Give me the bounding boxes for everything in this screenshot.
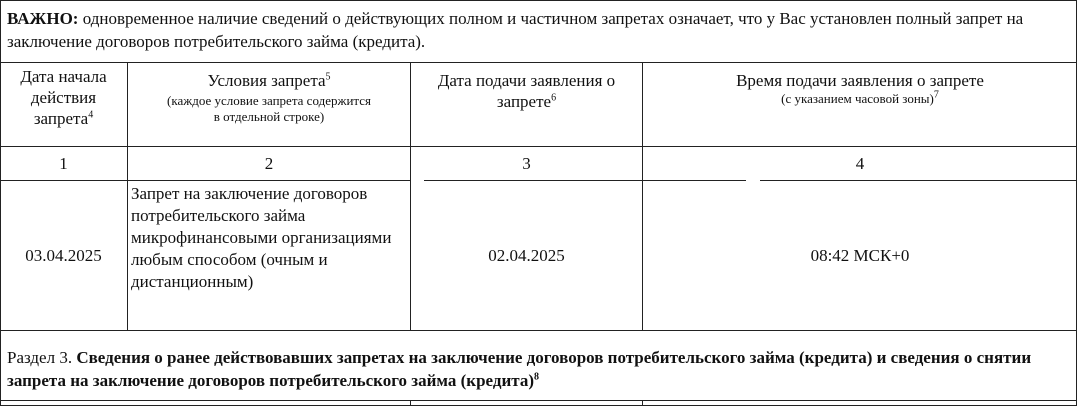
- table-bottom-border: [0, 330, 1077, 331]
- next-col-divider-3: [642, 400, 643, 406]
- row-application-time-text: 08:42 МСК+0: [810, 245, 910, 265]
- footnote-7: 7: [933, 89, 939, 101]
- column-number-4: [643, 147, 1077, 180]
- section-bottom-border: [0, 400, 1077, 401]
- column-number-3: [411, 147, 642, 180]
- header-conditions-subtitle: (каждое условие запрета содержится в отдельной строке): [167, 93, 371, 124]
- header-application-date: [411, 70, 642, 112]
- next-col-divider-2: [410, 400, 411, 406]
- footnote-6: 6: [551, 92, 557, 104]
- important-notice: [7, 7, 1069, 53]
- header-application-time-subtitle: (с указанием часовой зоны): [781, 91, 934, 106]
- row-start-date: [0, 181, 127, 330]
- header-application-date-title: Дата подачи заявления о запрете: [437, 71, 616, 111]
- column-number-2: [128, 147, 410, 180]
- important-label: ВАЖНО:: [7, 9, 79, 28]
- footnote-8: 8: [533, 371, 539, 383]
- table-top-border: [0, 62, 1077, 63]
- column-number-1: [0, 147, 127, 180]
- row-application-date: [411, 181, 642, 330]
- header-conditions: [128, 70, 410, 125]
- section-3-title: Сведения о ранее действовавших запретах на заключение договоров потребительского займа (кредита) и сведения о снятии запрета на заключение договоров потребительского займа (кредита): [7, 348, 1032, 390]
- column-number-2-text: 2: [264, 153, 274, 173]
- footnote-4: 4: [88, 109, 94, 121]
- header-application-time: [643, 70, 1077, 107]
- row-application-time: [643, 181, 1077, 330]
- section-3-prefix: Раздел 3.: [7, 348, 77, 367]
- row-start-date-text: 03.04.2025: [25, 245, 102, 265]
- row-condition-text: Запрет на заключение договоров потребительского займа микрофинансовыми организациями любым способом (очным и дистанционным): [131, 184, 392, 291]
- column-number-3-text: 3: [522, 153, 531, 173]
- row-condition: [128, 183, 410, 293]
- footnote-5: 5: [325, 71, 331, 83]
- header-application-time-title: Время подачи заявления о запрете: [736, 71, 984, 90]
- header-start-date-title: Дата начала действия запрета: [20, 67, 107, 128]
- section-3-heading: [7, 346, 1069, 392]
- column-number-4-text: 4: [855, 153, 865, 173]
- row-application-date-text: 02.04.2025: [488, 245, 565, 265]
- important-text: одновременное наличие сведений о действующих полном и частичном запретах означает, что у Вас установлен полный запрет на заключение договоров потребительского займа (кредита).: [7, 9, 1024, 51]
- header-conditions-title: Условия запрета: [207, 71, 326, 90]
- column-number-1-text: 1: [59, 153, 68, 173]
- header-start-date: [0, 66, 127, 129]
